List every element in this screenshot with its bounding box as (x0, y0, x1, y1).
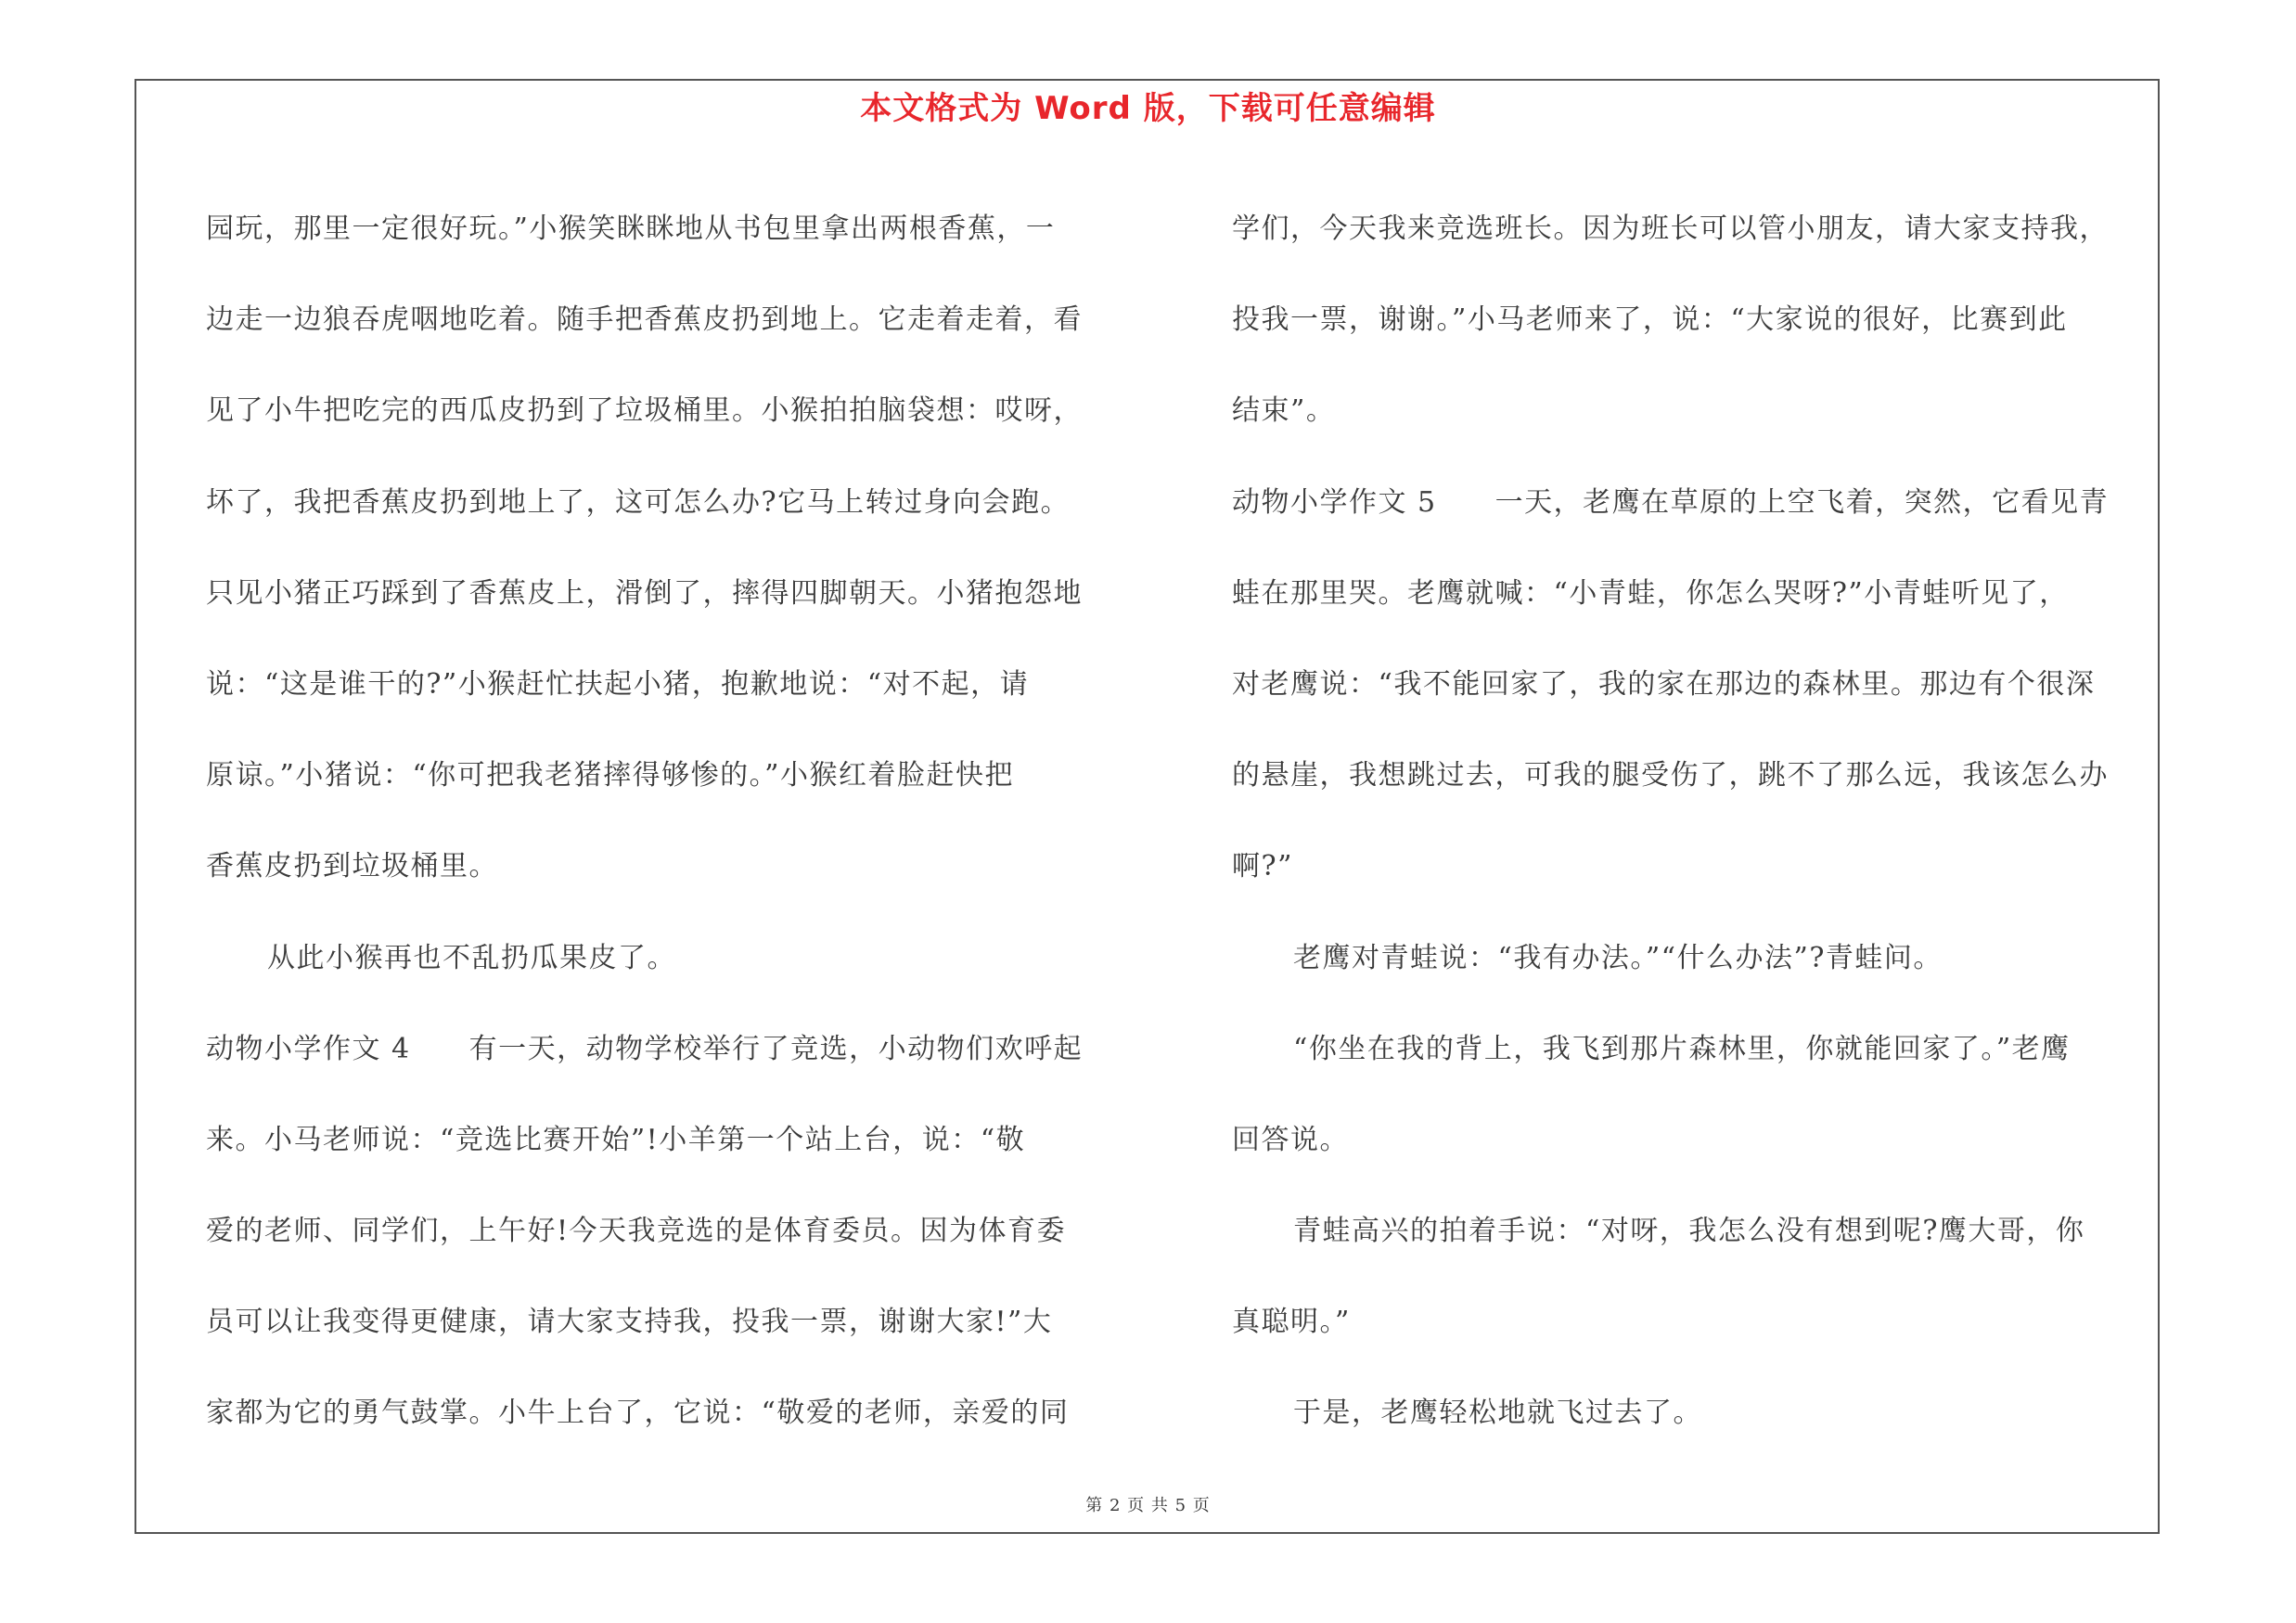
text-line: 员可以让我变得更健康，请大家支持我，投我一票，谢谢大家!”大 (206, 1306, 1053, 1339)
paragraph-line: 青蛙高兴的拍着手说：“对呀，我怎么没有想到呢?鹰大哥，你 (1293, 1215, 2085, 1248)
text-line: 香蕉皮扔到垃圾桶里。 (206, 850, 498, 883)
essay-heading-line: 动物小学作文 4 有一天，动物学校举行了竞选，小动物们欢呼起 (206, 1032, 1084, 1065)
paragraph-line: “你坐在我的背上，我飞到那片森林里，你就能回家了。”老鹰 (1293, 1032, 2071, 1065)
text-line: 啊?” (1232, 850, 1293, 883)
text-line: 见了小牛把吃完的西瓜皮扔到了垃圾桶里。小猴拍拍脑袋想：哎呀， (206, 394, 1083, 428)
text-line: 坏了，我把香蕉皮扔到地上了，这可怎么办?它马上转过身向会跑。 (206, 485, 1071, 519)
text-line: 投我一票，谢谢。”小马老师来了，说：“大家说的很好，比赛到此 (1232, 303, 2068, 337)
text-line: 蛙在那里哭。老鹰就喊：“小青蛙，你怎么哭呀?”小青蛙听见了， (1232, 576, 2069, 610)
text-line: 边走一边狼吞虎咽地吃着。随手把香蕉皮扔到地上。它走着走着，看 (206, 303, 1083, 337)
text-line: 爱的老师、同学们，上午好!今天我竞选的是体育委员。因为体育委 (206, 1215, 1067, 1248)
text-line: 园玩，那里一定很好玩。”小猴笑眯眯地从书包里拿出两根香蕉，一 (206, 213, 1056, 245)
page-number: 第 2 页 共 5 页 (1085, 1496, 1211, 1515)
text-line: 只见小猪正巧踩到了香蕉皮上，滑倒了，摔得四脚朝天。小猪抱怨地 (206, 576, 1083, 610)
text-line: 原谅。”小猪说：“你可把我老猪摔得够惨的。”小猴红着脸赶快把 (206, 759, 1015, 792)
text-line: 学们，今天我来竞选班长。因为班长可以管小朋友，请大家支持我， (1232, 213, 2109, 245)
text-line: 说：“这是谁干的?”小猴赶忙扶起小猪，抱歉地说：“对不起，请 (206, 667, 1030, 701)
left-text-column (206, 184, 1143, 1460)
paragraph-line: 于是，老鹰轻松地就飞过去了。 (1293, 1397, 1702, 1430)
text-line: 来。小马老师说：“竞选比赛开始”!小羊第一个站上台，说：“敬 (206, 1123, 1026, 1156)
paragraph-line: 从此小猴再也不乱扔瓜果皮了。 (267, 941, 676, 974)
text-line: 的悬崖，我想跳过去，可我的腿受伤了，跳不了那么远，我该怎么办 (1232, 759, 2109, 792)
text-line: 对老鹰说：“我不能回家了，我的家在那边的森林里。那边有个很深 (1232, 667, 2096, 701)
paragraph-line: 老鹰对青蛙说：“我有办法。”“什么办法”?青蛙问。 (1293, 941, 1943, 974)
format-banner: 本文格式为 Word 版，下载可任意编辑 (860, 90, 1436, 127)
text-line: 家都为它的勇气鼓掌。小牛上台了，它说：“敬爱的老师，亲爱的同 (206, 1397, 1070, 1430)
text-line: 结束”。 (1232, 394, 1336, 428)
essay-heading-line: 动物小学作文 5 一天，老鹰在草原的上空飞着，突然，它看见青 (1232, 485, 2110, 519)
text-line: 真聪明。” (1232, 1306, 1351, 1339)
text-line: 回答说。 (1232, 1123, 1349, 1156)
right-text-column (1232, 184, 2160, 1460)
